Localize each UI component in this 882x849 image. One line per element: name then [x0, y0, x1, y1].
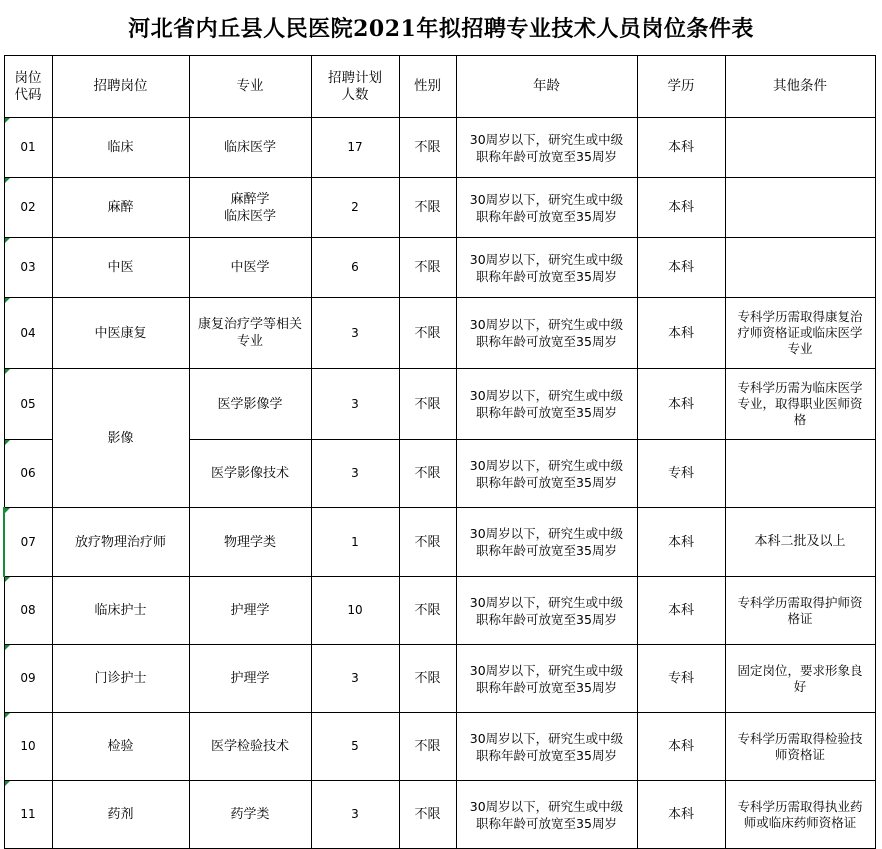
gender-cell: 不限: [399, 508, 456, 577]
major-cell: 中医学: [189, 238, 311, 298]
education-cell: 本科: [637, 118, 725, 178]
count-cell: 5: [311, 713, 399, 781]
code-cell: 01: [4, 118, 52, 178]
header-gender: 性别: [399, 56, 456, 118]
count-cell: 10: [311, 577, 399, 645]
major-cell: 临床医学: [189, 118, 311, 178]
table-row: [4, 508, 875, 577]
gender-cell: 不限: [399, 645, 456, 713]
table-row: [4, 713, 875, 781]
other-cell: 专科学历需取得护师资 格证: [725, 577, 875, 645]
age-cell: 30周岁以下，研究生或中级 职称年龄可放宽至35周岁: [456, 298, 637, 369]
position-cell: 门诊护士: [52, 645, 189, 713]
count-cell: 1: [311, 508, 399, 577]
gender-cell: 不限: [399, 178, 456, 238]
count-cell: 3: [311, 645, 399, 713]
page-title: 河北省内丘县人民医院2021年拟招聘专业技术人员岗位条件表: [128, 16, 754, 42]
age-cell: 30周岁以下，研究生或中级 职称年龄可放宽至35周岁: [456, 713, 637, 781]
header-plan: 招聘计划 人数: [311, 56, 399, 118]
age-cell: 30周岁以下，研究生或中级 职称年龄可放宽至35周岁: [456, 178, 637, 238]
major-cell: 医学影像技术: [189, 440, 311, 508]
header-code: 岗位 代码: [4, 56, 52, 118]
gender-cell: 不限: [399, 713, 456, 781]
other-cell: 专科学历需取得检验技 师资格证: [725, 713, 875, 781]
other-cell: 专科学历需取得康复治 疗师资格证或临床医学 专业: [725, 298, 875, 369]
position-cell: 中医康复: [52, 298, 189, 369]
table-row: [4, 178, 875, 238]
age-cell: 30周岁以下，研究生或中级 职称年龄可放宽至35周岁: [456, 369, 637, 440]
code-cell: 03: [4, 238, 52, 298]
header-major: 专业: [189, 56, 311, 118]
table-row: [4, 369, 875, 440]
gender-cell: 不限: [399, 238, 456, 298]
code-cell: 04: [4, 298, 52, 369]
count-cell: 17: [311, 118, 399, 178]
education-cell: 本科: [637, 508, 725, 577]
education-cell: 本科: [637, 298, 725, 369]
count-cell: 6: [311, 238, 399, 298]
age-cell: 30周岁以下，研究生或中级 职称年龄可放宽至35周岁: [456, 238, 637, 298]
education-cell: 本科: [637, 781, 725, 849]
education-cell: 本科: [637, 369, 725, 440]
code-cell: 05: [4, 369, 52, 440]
position-cell: 药剂: [52, 781, 189, 849]
other-cell: [725, 118, 875, 178]
count-cell: 3: [311, 781, 399, 849]
position-cell: 临床: [52, 118, 189, 178]
header-age: 年龄: [456, 56, 637, 118]
education-cell: 本科: [637, 577, 725, 645]
code-cell: 02: [4, 178, 52, 238]
major-cell: 医学检验技术: [189, 713, 311, 781]
major-cell: 护理学: [189, 577, 311, 645]
gender-cell: 不限: [399, 577, 456, 645]
age-cell: 30周岁以下，研究生或中级 职称年龄可放宽至35周岁: [456, 781, 637, 849]
position-cell: 中医: [52, 238, 189, 298]
position-cell: 检验: [52, 713, 189, 781]
table-row: [4, 118, 875, 178]
education-cell: 本科: [637, 713, 725, 781]
header-position: 招聘岗位: [52, 56, 189, 118]
code-cell: 10: [4, 713, 52, 781]
gender-cell: 不限: [399, 118, 456, 178]
table-row: [4, 781, 875, 849]
education-cell: 本科: [637, 238, 725, 298]
header-row: [4, 56, 875, 118]
code-cell: 08: [4, 577, 52, 645]
gender-cell: 不限: [399, 298, 456, 369]
age-cell: 30周岁以下，研究生或中级 职称年龄可放宽至35周岁: [456, 118, 637, 178]
age-cell: 30周岁以下，研究生或中级 职称年龄可放宽至35周岁: [456, 645, 637, 713]
other-cell: 专科学历需为临床医学 专业，取得职业医师资 格: [725, 369, 875, 440]
position-cell: 放疗物理治疗师: [52, 508, 189, 577]
table-row: [4, 645, 875, 713]
other-cell: 固定岗位，要求形象良 好: [725, 645, 875, 713]
code-cell: 07: [4, 508, 52, 577]
age-cell: 30周岁以下，研究生或中级 职称年龄可放宽至35周岁: [456, 440, 637, 508]
major-cell: 医学影像学: [189, 369, 311, 440]
count-cell: 3: [311, 298, 399, 369]
major-cell: 护理学: [189, 645, 311, 713]
code-cell: 06: [4, 440, 52, 508]
count-cell: 3: [311, 440, 399, 508]
other-cell: 本科二批及以上: [725, 508, 875, 577]
count-cell: 3: [311, 369, 399, 440]
positions-table: [3, 55, 876, 849]
other-cell: 专科学历需取得执业药 师或临床药师资格证: [725, 781, 875, 849]
table-row: [4, 298, 875, 369]
age-cell: 30周岁以下，研究生或中级 职称年龄可放宽至35周岁: [456, 508, 637, 577]
other-cell: [725, 440, 875, 508]
code-cell: 11: [4, 781, 52, 849]
education-cell: 本科: [637, 178, 725, 238]
other-cell: [725, 178, 875, 238]
education-cell: 专科: [637, 440, 725, 508]
header-education: 学历: [637, 56, 725, 118]
table-row: [4, 238, 875, 298]
major-cell: 康复治疗学等相关 专业: [189, 298, 311, 369]
education-cell: 专科: [637, 645, 725, 713]
code-cell: 09: [4, 645, 52, 713]
major-cell: 物理学类: [189, 508, 311, 577]
gender-cell: 不限: [399, 781, 456, 849]
table-row: [4, 577, 875, 645]
age-cell: 30周岁以下，研究生或中级 职称年龄可放宽至35周岁: [456, 577, 637, 645]
position-cell: 临床护士: [52, 577, 189, 645]
position-cell: 麻醉: [52, 178, 189, 238]
gender-cell: 不限: [399, 440, 456, 508]
header-other: 其他条件: [725, 56, 875, 118]
gender-cell: 不限: [399, 369, 456, 440]
count-cell: 2: [311, 178, 399, 238]
position-cell: 影像: [52, 369, 189, 508]
major-cell: 麻醉学 临床医学: [189, 178, 311, 238]
major-cell: 药学类: [189, 781, 311, 849]
other-cell: [725, 238, 875, 298]
